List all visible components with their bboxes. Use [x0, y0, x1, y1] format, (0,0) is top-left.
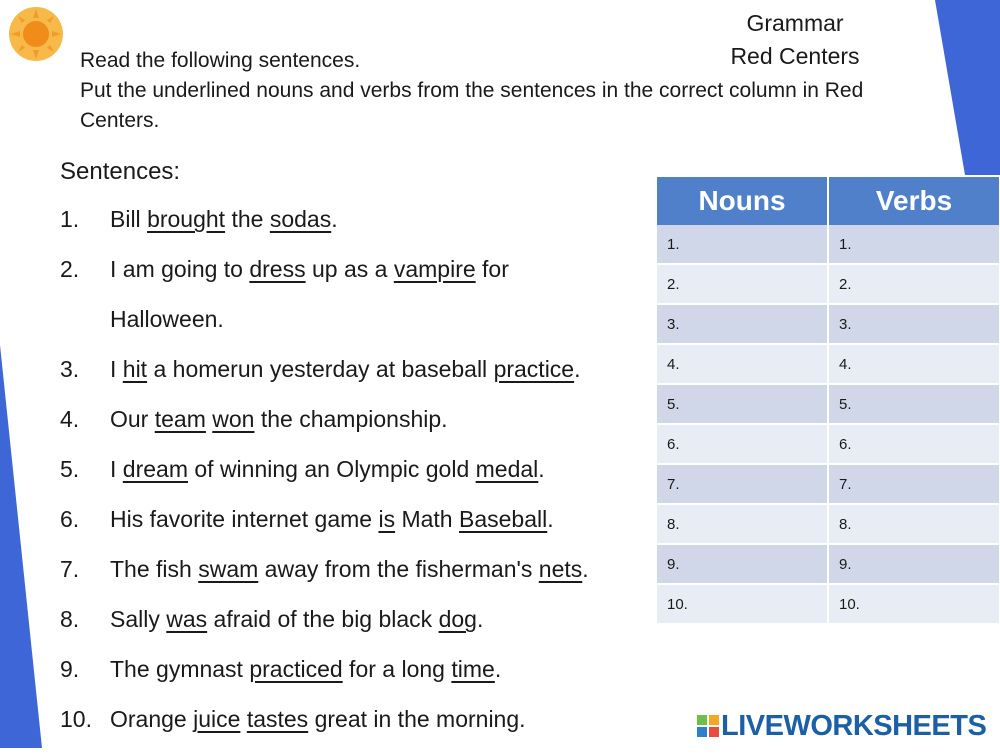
- sentence-number: 4.: [60, 406, 80, 432]
- sentence-fragment: Orange: [110, 706, 194, 732]
- liveworksheets-logo: [697, 706, 986, 746]
- verb-answer-cell[interactable]: 1.: [828, 225, 999, 264]
- noun-answer-cell[interactable]: 1.: [657, 225, 828, 264]
- noun-answer-cell[interactable]: 3.: [657, 304, 828, 344]
- instructions: [80, 46, 945, 136]
- underlined-word: team: [154, 406, 206, 432]
- underlined-word: juice: [193, 706, 241, 732]
- instruction-line: Put the underlined nouns and verbs from the sentences in the correct column in Red: [80, 79, 864, 102]
- worksheet-center: Red Centers: [730, 43, 860, 69]
- answer-row: [657, 584, 999, 624]
- verb-answer-cell[interactable]: 7.: [828, 464, 999, 504]
- sentence-number: 8.: [60, 606, 80, 632]
- sentence-text: [110, 556, 589, 583]
- answer-row: [657, 544, 999, 584]
- sentences-heading: Sentences:: [60, 158, 181, 185]
- sentence-text: [110, 206, 338, 233]
- sentence-fragment: His favorite internet game: [110, 506, 379, 532]
- underlined-word: practice: [493, 356, 575, 382]
- underlined-word: tastes: [246, 706, 309, 732]
- nouns-column-header: Nouns: [657, 177, 828, 225]
- sentence-text: [110, 456, 545, 483]
- sentence-fragment: a homerun yesterday at baseball: [147, 356, 494, 382]
- answer-table-header-row: [657, 177, 999, 225]
- verb-answer-cell[interactable]: 2.: [828, 264, 999, 304]
- sentence-fragment: for a long: [342, 656, 452, 682]
- instruction-line: Centers.: [80, 109, 160, 132]
- answer-row: [657, 384, 999, 424]
- verb-answer-cell[interactable]: 8.: [828, 504, 999, 544]
- answer-table: [657, 177, 999, 625]
- sentence-fragment: great in the morning.: [308, 706, 526, 732]
- noun-answer-cell[interactable]: 2.: [657, 264, 828, 304]
- sentence-text: [110, 706, 526, 733]
- sentence-fragment: I: [110, 356, 123, 382]
- logo-text: LIVEWORKSHEETS: [721, 709, 987, 742]
- verb-answer-cell[interactable]: 3.: [828, 304, 999, 344]
- sentence-fragment: The gymnast: [110, 656, 250, 682]
- sentence-fragment: Halloween.: [110, 306, 224, 332]
- underlined-word: was: [166, 606, 208, 632]
- sentence-fragment: Sally: [110, 606, 167, 632]
- sentence-text: [110, 656, 501, 683]
- sentence-fragment: the championship.: [254, 406, 448, 432]
- sentence-fragment: .: [547, 506, 554, 532]
- sentence-fragment: away from the fisherman's: [258, 556, 539, 582]
- sentence-text: [110, 306, 224, 333]
- verbs-column-header: Verbs: [828, 177, 999, 225]
- underlined-word: Baseball: [459, 506, 548, 532]
- sentence-number: 3.: [60, 356, 80, 382]
- underlined-word: dog: [438, 606, 477, 632]
- worksheet-subject: Grammar: [746, 10, 844, 36]
- noun-answer-cell[interactable]: 5.: [657, 384, 828, 424]
- underlined-word: dress: [249, 256, 306, 282]
- sentence-fragment: .: [582, 556, 589, 582]
- sentence-number: 10.: [60, 706, 92, 732]
- underlined-word: dream: [122, 456, 188, 482]
- instruction-line: Read the following sentences.: [80, 49, 361, 72]
- underlined-word: sodas: [269, 206, 332, 232]
- verb-answer-cell[interactable]: 10.: [828, 584, 999, 624]
- underlined-word: time: [451, 656, 495, 682]
- verb-answer-cell[interactable]: 4.: [828, 344, 999, 384]
- sun-icon: [8, 6, 64, 62]
- sentence-fragment: Bill: [110, 206, 148, 232]
- answer-row: [657, 504, 999, 544]
- noun-answer-cell[interactable]: 8.: [657, 504, 828, 544]
- answer-row: [657, 424, 999, 464]
- underlined-word: vampire: [393, 256, 476, 282]
- answer-row: [657, 344, 999, 384]
- sentence-fragment: .: [574, 356, 581, 382]
- sentence-number: 2.: [60, 256, 80, 282]
- sentence-text: [110, 356, 581, 383]
- sentence-fragment: Math: [395, 506, 459, 532]
- noun-answer-cell[interactable]: 7.: [657, 464, 828, 504]
- underlined-word: won: [212, 406, 255, 432]
- verb-answer-cell[interactable]: 5.: [828, 384, 999, 424]
- sentence-number: 7.: [60, 556, 80, 582]
- sentence-fragment: .: [331, 206, 338, 232]
- sentence-fragment: I am going to: [110, 256, 250, 282]
- underlined-word: medal: [475, 456, 539, 482]
- sentence-fragment: for: [475, 256, 509, 282]
- sentence-text: [110, 406, 448, 433]
- underlined-word: hit: [122, 356, 148, 382]
- sentence-fragment: .: [538, 456, 545, 482]
- sentence-number: 5.: [60, 456, 80, 482]
- sentence-fragment: the: [225, 206, 270, 232]
- answer-row: [657, 264, 999, 304]
- underlined-word: is: [378, 506, 396, 532]
- sentence-number: 6.: [60, 506, 80, 532]
- answer-row: [657, 464, 999, 504]
- noun-answer-cell[interactable]: 9.: [657, 544, 828, 584]
- sentence-fragment: The fish: [110, 556, 199, 582]
- sentence-fragment: up as a: [305, 256, 394, 282]
- noun-answer-cell[interactable]: 6.: [657, 424, 828, 464]
- sentence-text: [110, 506, 554, 533]
- underlined-word: swam: [198, 556, 259, 582]
- sentence-text: [110, 606, 483, 633]
- verb-answer-cell[interactable]: 6.: [828, 424, 999, 464]
- noun-answer-cell[interactable]: 10.: [657, 584, 828, 624]
- sentence-fragment: I: [110, 456, 123, 482]
- sentence-fragment: .: [476, 606, 484, 632]
- sentence-fragment: .: [494, 656, 502, 682]
- sentence-fragment: of winning an Olympic gold: [187, 456, 476, 482]
- sentence-fragment: afraid of the big black: [207, 606, 439, 632]
- sentence-text: [110, 256, 509, 283]
- noun-answer-cell[interactable]: 4.: [657, 344, 828, 384]
- sentence-number: 1.: [60, 206, 80, 232]
- answer-row: [657, 225, 999, 264]
- underlined-word: nets: [538, 556, 583, 582]
- verb-answer-cell[interactable]: 9.: [828, 544, 999, 584]
- answer-row: [657, 304, 999, 344]
- underlined-word: brought: [147, 206, 226, 232]
- underlined-word: practiced: [249, 656, 343, 682]
- liveworksheets-badge-icon: [697, 715, 719, 737]
- sentence-number: 9.: [60, 656, 80, 682]
- sentence-fragment: Our: [110, 406, 155, 432]
